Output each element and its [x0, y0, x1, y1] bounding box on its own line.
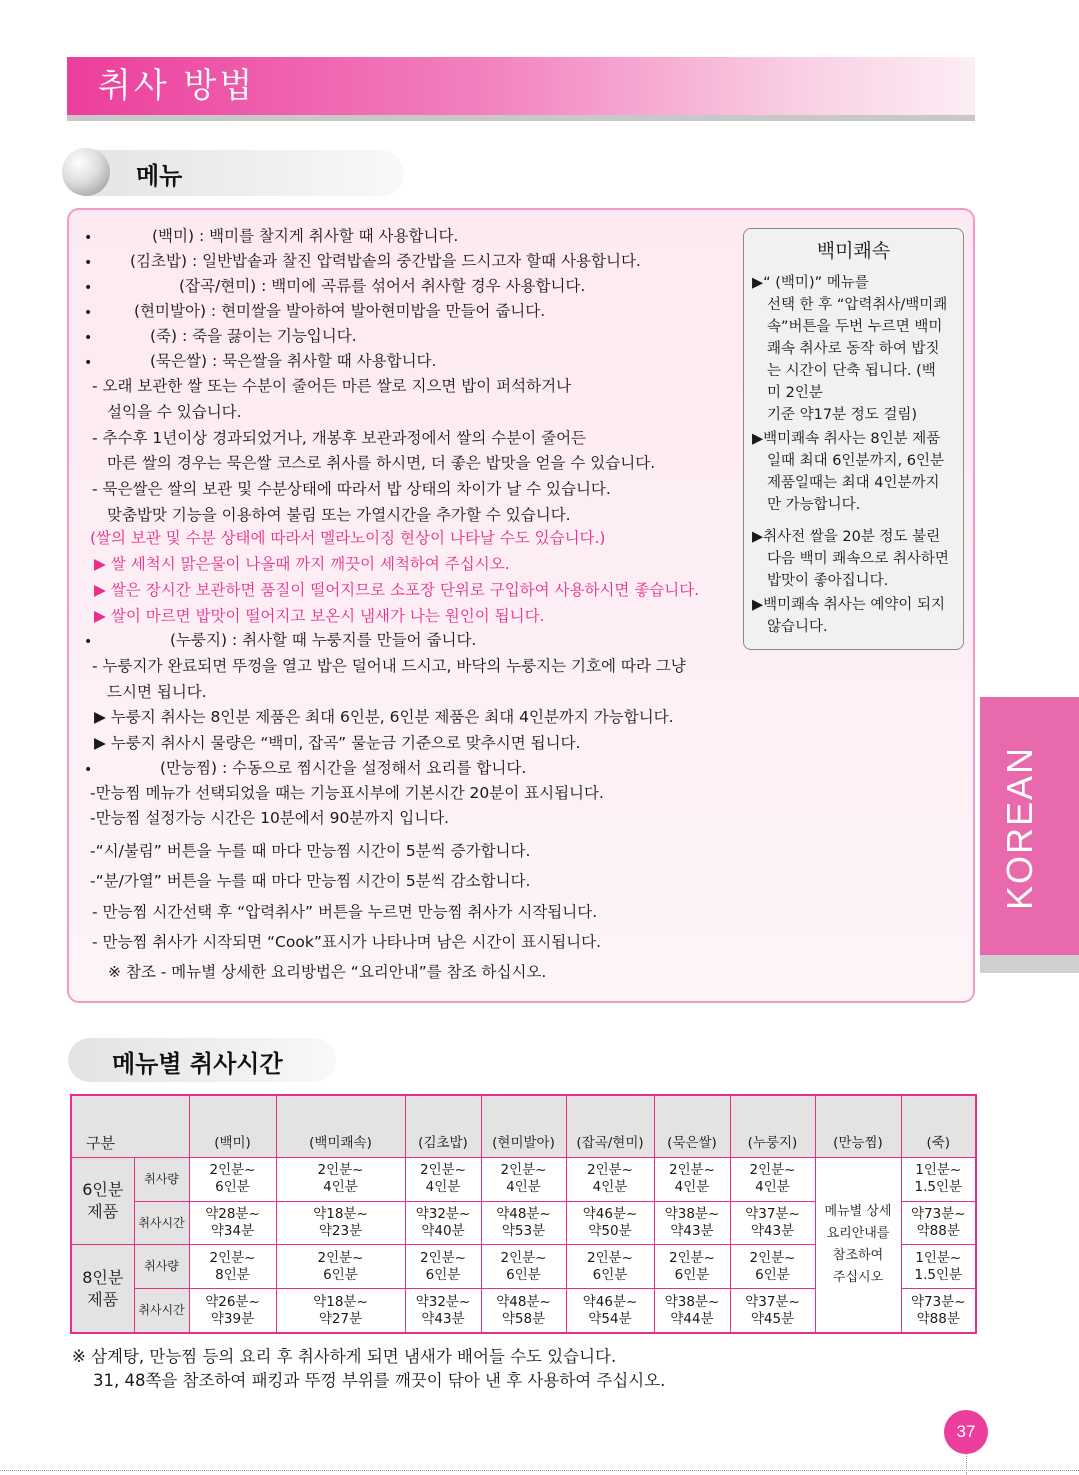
- table-cell: 약37분~ 약43분: [730, 1201, 815, 1245]
- bullet-icon: •: [84, 762, 93, 778]
- side-line: 일때 최대 6인분까지, 6인분: [767, 453, 944, 469]
- side-line: 속”버튼을 두번 누르면 백미: [767, 319, 943, 335]
- table-cell: 약38분~ 약44분: [654, 1289, 730, 1333]
- table-cell: 약18분~ 약27분: [276, 1289, 405, 1333]
- table-cell: 2인분~ 4인분: [481, 1158, 566, 1202]
- sphere-icon: [62, 148, 110, 196]
- menu-line: 드시면 됩니다.: [107, 683, 207, 701]
- table-cell: 2인분~ 8인분: [189, 1245, 276, 1289]
- side-line: 밥맛이 좋아집니다.: [767, 573, 889, 589]
- side-line: 미 2인분: [767, 385, 823, 401]
- bullet-icon: •: [84, 355, 93, 371]
- time-section-title: 메뉴별 취사시간: [112, 1050, 283, 1078]
- column-header: (죽): [901, 1095, 976, 1158]
- table-cell: 2인분~ 6인분: [566, 1245, 654, 1289]
- bullet-icon: •: [84, 330, 93, 346]
- side-line: ▶백미쾌속 취사는 8인분 제품: [752, 431, 941, 447]
- menu-line: (김초밥) : 일반밥솥과 찰진 압력밥솥의 중간밥을 드시고자 할때 사용합니다.: [130, 252, 641, 270]
- menu-line: (잡곡/현미) : 백미에 곡류를 섞어서 취사할 경우 사용합니다.: [179, 277, 586, 295]
- table-cell: 2인분~ 6인분: [481, 1245, 566, 1289]
- menu-line: -“분/가열” 버튼을 누를 때 마다 만능찜 시간이 5분씩 감소합니다.: [90, 872, 531, 890]
- table-row: [71, 1158, 976, 1202]
- side-line: ▶백미쾌속 취사는 예약이 되지: [752, 597, 946, 613]
- menu-line: -만능찜 메뉴가 선택되었을 때는 기능표시부에 기본시간 20분이 표시됩니다.: [90, 784, 604, 802]
- table-cell: 2인분~ 6인분: [276, 1245, 405, 1289]
- menu-line: ▶ 누룽지 취사는 8인분 제품은 최대 6인분, 6인분 제품은 최대 4인분까지 가능합니다.: [94, 708, 674, 726]
- column-header: (누룽지): [730, 1095, 815, 1158]
- table-cell: 2인분~ 6인분: [730, 1245, 815, 1289]
- table-cell: 약73분~ 약88분: [901, 1201, 976, 1245]
- menu-line: ※ 참조 - 메뉴별 상세한 요리방법은 “요리안내”를 참조 하십시오.: [108, 963, 547, 981]
- bullet-icon: •: [84, 280, 93, 296]
- column-header: (만능찜): [815, 1095, 901, 1158]
- row-label: 취사시간: [134, 1201, 189, 1245]
- menu-line: 설익을 수 있습니다.: [107, 403, 242, 421]
- column-header: (김초밥): [405, 1095, 481, 1158]
- page-title: 취사 방법: [98, 66, 256, 106]
- row-label: 취사시간: [134, 1289, 189, 1333]
- warning-line: ▶ 쌀이 마르면 밥맛이 떨어지고 보온시 냄새가 나는 원인이 됩니다.: [94, 607, 545, 625]
- column-header: (묵은쌀): [654, 1095, 730, 1158]
- crop-guide: [966, 1454, 967, 1475]
- table-cell: 약38분~ 약43분: [654, 1201, 730, 1245]
- table-cell: 약48분~ 약53분: [481, 1201, 566, 1245]
- menu-line: (묵은쌀) : 묵은쌀을 취사할 때 사용합니다.: [150, 352, 437, 370]
- side-line: ▶취사전 쌀을 20분 정도 불린: [752, 529, 941, 545]
- table-cell: 약73분~ 약88분: [901, 1289, 976, 1333]
- menu-section-pill: [64, 150, 404, 196]
- bullet-icon: •: [84, 634, 93, 650]
- menu-line: (현미발아) : 현미쌀을 발아하여 발아현미밥을 만들어 줍니다.: [134, 302, 546, 320]
- steam-menu-note: 메뉴별 상세 요리안내를 참조하여 주십시오: [815, 1158, 901, 1334]
- table-cell: 1인분~ 1.5인분: [901, 1245, 976, 1289]
- table-cell: 약46분~ 약50분: [566, 1201, 654, 1245]
- bullet-icon: •: [84, 230, 93, 246]
- language-tab-label: KOREAN: [999, 745, 1040, 910]
- table-cell: 1인분~ 1.5인분: [901, 1158, 976, 1202]
- menu-line: - 오래 보관한 쌀 또는 수분이 줄어든 마른 쌀로 지으면 밥이 퍼석하거나: [92, 377, 572, 395]
- menu-line: (만능찜) : 수동으로 찜시간을 설정해서 요리를 합니다.: [160, 759, 527, 777]
- table-cell: 2인분~ 4인분: [405, 1158, 481, 1202]
- table-cell: 2인분~ 4인분: [654, 1158, 730, 1202]
- column-header: (백미): [189, 1095, 276, 1158]
- group-label: 8인분 제품: [71, 1245, 134, 1333]
- footnote-line: 31, 48쪽을 참조하여 패킹과 뚜껑 부위를 깨끗이 닦아 낸 후 사용하여 주십시오.: [93, 1371, 666, 1390]
- side-line: ▶“ (백미)” 메뉴를: [752, 275, 869, 291]
- table-cell: 약18분~ 약23분: [276, 1201, 405, 1245]
- table-cell: 2인분~ 6인분: [405, 1245, 481, 1289]
- menu-line: -“시/불림” 버튼을 누를 때 마다 만능찜 시간이 5분씩 증가합니다.: [90, 842, 531, 860]
- language-tab-strip: [980, 955, 1079, 973]
- warning-line: (쌀의 보관 및 수분 상태에 따라서 멜라노이징 현상이 나타날 수도 있습니다.): [90, 529, 606, 547]
- menu-line: ▶ 누룽지 취사시 물량은 “백미, 잡곡” 물눈금 기준으로 맞추시면 됩니다.: [94, 734, 581, 752]
- side-line: 선택 한 후 “압력취사/백미쾌: [767, 297, 948, 313]
- table-cell: 2인분~ 6인분: [189, 1158, 276, 1202]
- menu-line: - 만능찜 취사가 시작되면 “Cook”표시가 나타나며 남은 시간이 표시됩니다.: [92, 933, 602, 951]
- menu-section-title: 메뉴: [136, 162, 183, 190]
- table-cell: 약46분~ 약54분: [566, 1289, 654, 1333]
- table-cell: 약32분~ 약43분: [405, 1289, 481, 1333]
- warning-line: ▶ 쌀 세척시 맑은물이 나올때 까지 깨끗이 세척하여 주십시오.: [94, 555, 510, 573]
- table-cell: 약37분~ 약45분: [730, 1289, 815, 1333]
- column-header: (잡곡/현미): [566, 1095, 654, 1158]
- table-cell: 약28분~ 약34분: [189, 1201, 276, 1245]
- side-line: 않습니다.: [767, 619, 828, 635]
- cooking-time-table: [70, 1094, 977, 1334]
- warning-line: ▶ 쌀은 장시간 보관하면 품질이 떨어지므로 소포장 단위로 구입하여 사용하시면 좋습니다.: [94, 581, 700, 599]
- column-header: (현미발아): [481, 1095, 566, 1158]
- menu-line: (죽) : 죽을 끓이는 기능입니다.: [150, 327, 357, 345]
- table-cell: 약48분~ 약58분: [481, 1289, 566, 1333]
- side-line: 만 가능합니다.: [767, 497, 861, 513]
- table-cell: 2인분~ 4인분: [730, 1158, 815, 1202]
- bullet-icon: •: [84, 305, 93, 321]
- menu-line: - 추수후 1년이상 경과되었거나, 개봉후 보관과정에서 쌀의 수분이 줄어든: [92, 429, 587, 447]
- crop-guide: [0, 1470, 1079, 1471]
- table-header-row: [71, 1095, 976, 1158]
- corner-header: 구분: [71, 1095, 189, 1158]
- table-cell: 2인분~ 6인분: [654, 1245, 730, 1289]
- row-label: 취사량: [134, 1158, 189, 1202]
- table-cell: 2인분~ 4인분: [566, 1158, 654, 1202]
- table-cell: 2인분~ 4인분: [276, 1158, 405, 1202]
- quick-cook-title: 백미쾌속: [816, 240, 891, 262]
- menu-line: (누룽지) : 취사할 때 누룽지를 만들어 줍니다.: [170, 631, 477, 649]
- menu-line: (백미) : 백미를 찰지게 취사할 때 사용합니다.: [152, 227, 459, 245]
- side-line: 제품일때는 최대 4인분까지: [767, 475, 940, 491]
- page-number: 37: [944, 1410, 988, 1454]
- side-line: 다음 백미 쾌속으로 취사하면: [767, 551, 949, 567]
- menu-line: 맞춤밥맛 기능을 이용하여 불림 또는 가열시간을 추가할 수 있습니다.: [107, 506, 571, 524]
- row-label: 취사량: [134, 1245, 189, 1289]
- footnote-line: ※ 삼계탕, 만능찜 등의 요리 후 취사하게 되면 냄새가 배어들 수도 있습니다.: [72, 1347, 617, 1366]
- column-header: (백미쾌속): [276, 1095, 405, 1158]
- menu-line: - 묵은쌀은 쌀의 보관 및 수분상태에 따라서 밥 상태의 차이가 날 수 있습니다.: [92, 480, 611, 498]
- menu-line: - 누룽지가 완료되면 뚜껑을 열고 밥은 덜어내 드시고, 바닥의 누룽지는 기호에 따라 그냥: [92, 657, 686, 675]
- side-line: 는 시간이 단축 됩니다. (백: [767, 363, 936, 379]
- side-line: 기준 약17분 정도 걸림): [767, 407, 917, 423]
- side-line: 쾌속 취사로 동작 하여 밥짓: [767, 341, 940, 357]
- menu-line: 마른 쌀의 경우는 묵은쌀 코스로 취사를 하시면, 더 좋은 밥맛을 얻을 수 있습니다.: [107, 454, 656, 472]
- menu-line: - 만능찜 시간선택 후 “압력취사” 버튼을 누르면 만능찜 취사가 시작됩니다.: [92, 903, 598, 921]
- table-cell: 약32분~ 약40분: [405, 1201, 481, 1245]
- bullet-icon: •: [84, 255, 93, 271]
- group-label: 6인분 제품: [71, 1158, 134, 1245]
- table-cell: 약26분~ 약39분: [189, 1289, 276, 1333]
- menu-line: -만능찜 설정가능 시간은 10분에서 90분까지 입니다.: [90, 809, 450, 827]
- header-underline: [67, 115, 975, 121]
